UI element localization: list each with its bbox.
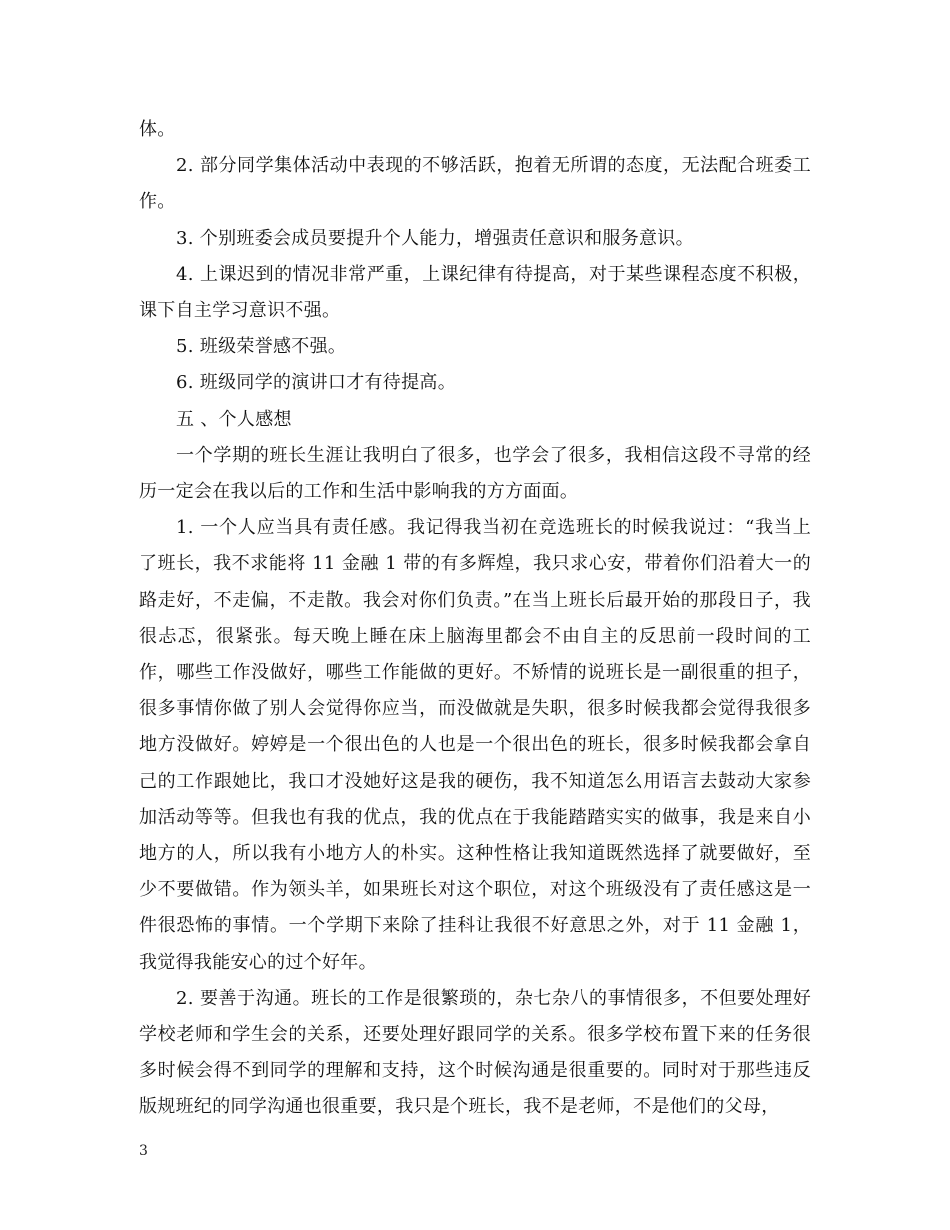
section-heading: 五 、个人感想 (176, 408, 292, 430)
paragraph-5: 5. 班级荣誉感不强。 (176, 336, 347, 358)
paragraph-6: 6. 班级同学的演讲口才有待提高。 (176, 372, 456, 394)
paragraph-2: 2. 部分同学集体活动中表现的不够活跃，抱着无所谓的态度，无法配合班委工作。 (139, 155, 811, 213)
paragraph-9: 2. 要善于沟通。班长的工作是很繁琐的，杂七杂八的事情很多，不但要处理好学校老师和学生会的关系，还要处理好跟同学的关系。很多学校布置下来的任务很多时候会得不到同学的理解和支持，这个时候沟通是很重要的。同时对于那些违反版规班纪的同学沟通也很重要，我只是个班长，我不是老师，不是他们的父母， (139, 987, 811, 1118)
paragraph-8: 1. 一个人应当具有责任感。我记得我当初在竞选班长的时候我说过：“我当上了班长，我不求能将 11 金融 1 带的有多辉煌，我只求心安，带着你们沿着大一的路走好，不走偏，不走散。我会对你们负责。”在当上班长后最开始的那段日子，我很忐忑，很紧张。每天晚上睡在床上脑海里都会不由自主的反思前一段时间的工作，哪些工作没做好，哪些工作能做的更好。不矫情的说班长是一副很重的担子，很多事情你做了别人会觉得你应当，而没做就是失职，很多时候我都会觉得我很多地方没做好。婷婷是一个很出色的人也是一个很出色的班长，很多时候我都会拿自己的工作跟她比，我口才没她好这是我的硬伤，我不知道怎么用语言去鼓动大家参加活动等等。但我也有我的优点，我的优点在于我能踏踏实实的做事，我是来自小地方的人，所以我有小地方人的朴实。这种性格让我知道既然选择了就要做好，至少不要做错。作为领头羊，如果班长对这个职位，对这个班级没有了责任感这是一件很恐怖的事情。一个学期下来除了挂科让我很不好意思之外，对于 11 金融 1，我觉得我能安心的过个好年。 (139, 517, 811, 973)
page-number: 3 (139, 1143, 148, 1159)
paragraph-3: 3. 个别班委会成员要提升个人能力，增强责任意识和服务意识。 (176, 227, 694, 249)
paragraph-7: 一个学期的班长生涯让我明白了很多，也学会了很多，我相信这段不寻常的经历一定会在我以后的工作和生活中影响我的方方面面。 (139, 444, 811, 503)
document-body (139, 112, 811, 1126)
paragraph-1: 体。 (139, 119, 176, 140)
paragraph-4: 4. 上课迟到的情况非常严重，上课纪律有待提高，对于某些课程态度不积极，课下自主学习意识不强。 (139, 263, 811, 322)
